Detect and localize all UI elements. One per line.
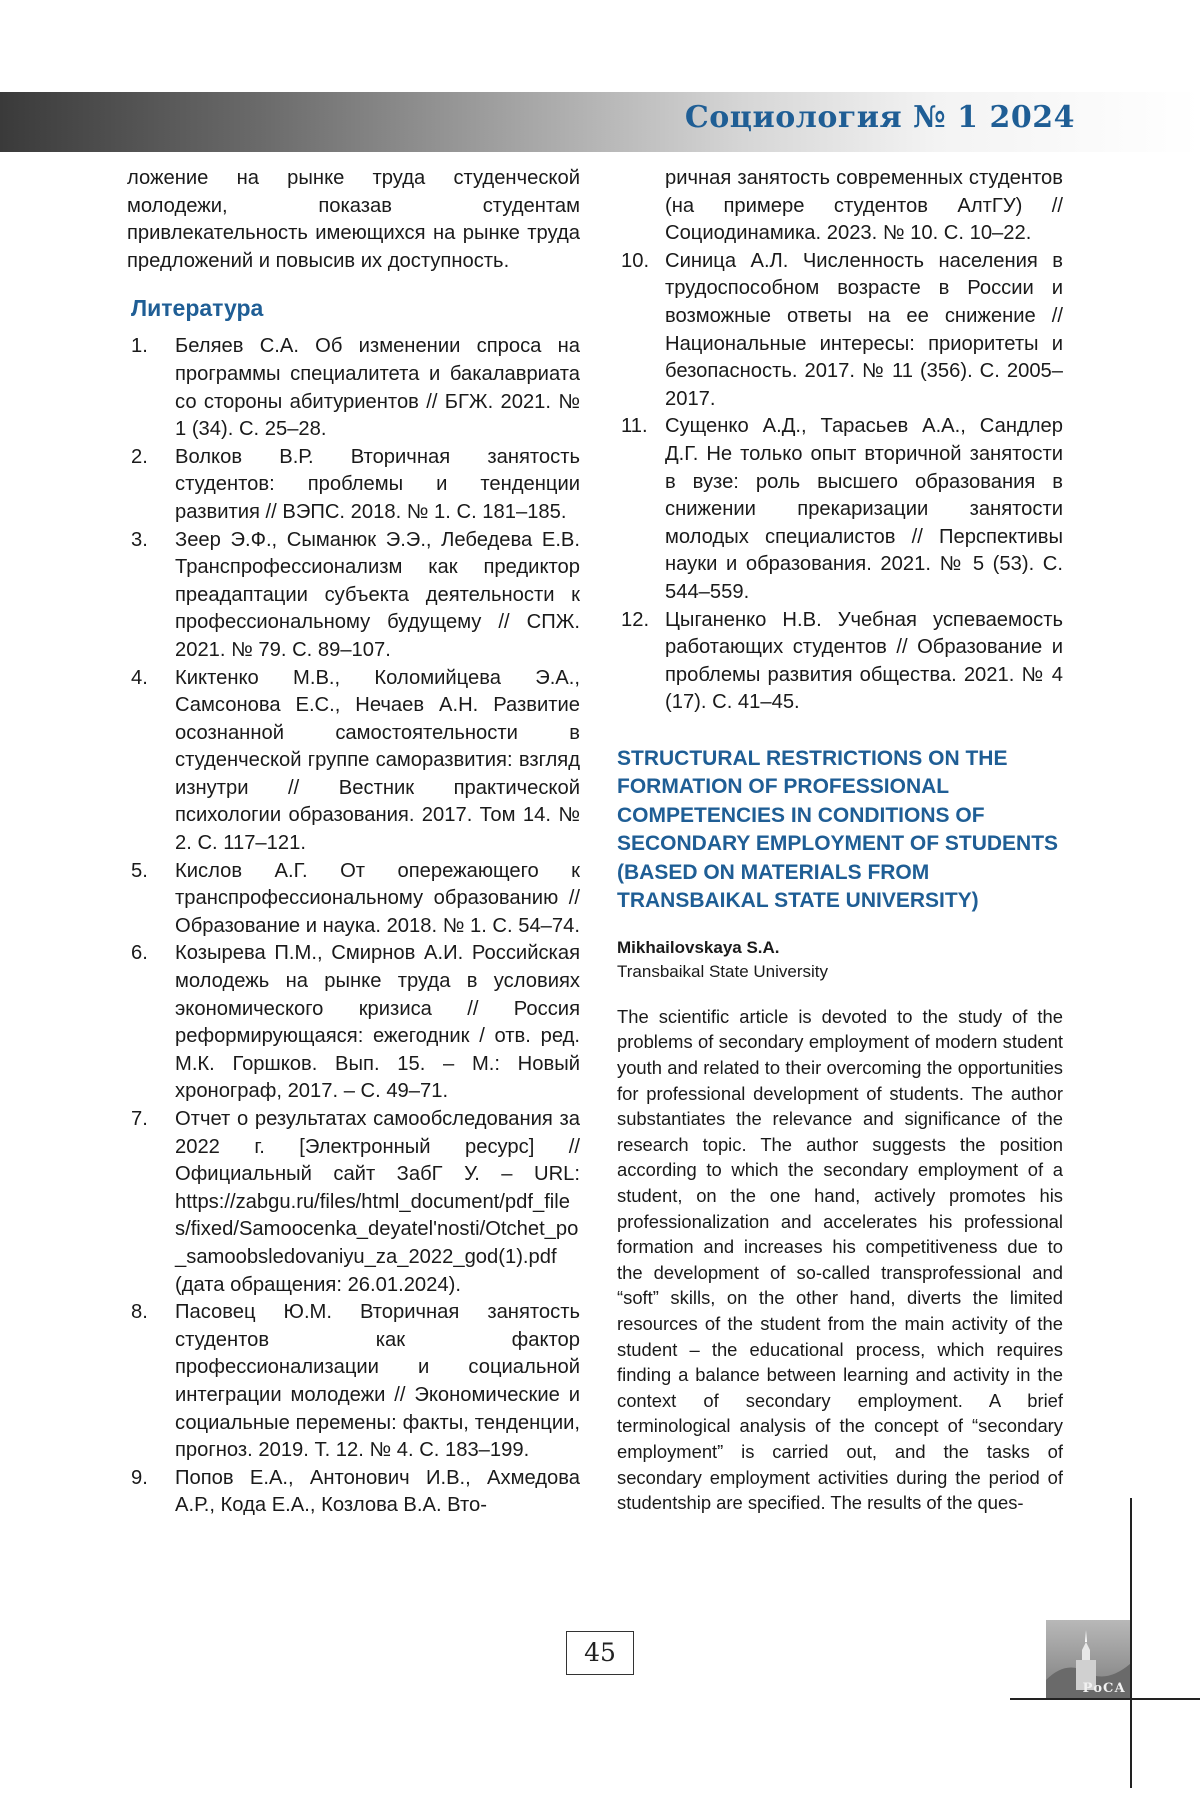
reference-continuation: ричная занятость современных студентов (на примере студентов АлтГУ) // Социодинамика. 2023. № 10. С. 10–22. [665,167,1063,245]
right-column [617,165,1063,1516]
publisher-logo [1046,1620,1130,1698]
reference-text: Пасовец Ю.М. Вторичная занятость студентов как фактор профессионализации и социальной интеграции молодежи // Экономические и социальные перемены: факты, тенденции, прогноз. 2019. Т. 12. № 4. С. 183–199. [175,1301,580,1462]
reference-text: Козырева П.М., Смирнов А.И. Российская молодежь на рынке труда в условиях экономического кризиса // Россия реформирующаяся: ежегодник / отв. ред. М.К. Горшков. Вып. 15. – М.: Новый хронограф, 2017. – С. 49–71. [175,942,580,1103]
reference-text: Сущенко А.Д., Тарасьев А.А., Сандлер Д.Г. Не только опыт вторичной занятости в вузе: роль высшего образования в снижении прекаризации занятости молодых специалистов // Перспективы науки и образования. 2021. № 5 (53). С. 544–559. [665,415,1063,603]
author-affiliation: Transbaikal State University [617,961,829,981]
reference-number: 7. [131,1108,148,1130]
journal-title: Социология № 1 2024 [684,100,1075,135]
reference-text: Зеер Э.Ф., Сыманюк Э.Э., Лебедева Е.В. Транспрофессионализм как предиктор преадаптации субъекта деятельности к профессиональному будущему // СПЖ. 2021. № 79. С. 89–107. [175,528,580,661]
reference-list [127,333,580,1520]
author-name: Mikhailovskaya S.A. [617,937,780,957]
reference-item [127,527,580,665]
reference-text: Цыганенко Н.В. Учебная успеваемость работающих студентов // Образование и проблемы развития общества. 2021. № 4 (17). С. 41–45. [665,608,1063,714]
reference-text: Попов Е.А., Антонович И.В., Ахмедова А.Р., Кода Е.А., Козлова В.А. Вто- [175,1466,580,1517]
reference-number: 8. [131,1301,148,1324]
reference-text: Киктенко М.В., Коломийцева Э.А., Самсонова Е.С., Нечаев А.Н. Развитие осознанной самостоятельности в студенческой группе саморазвития: взгляд изнутри // Вестник практической психологии образования. 2017. Том 14. № 2. С. 117–121. [175,666,580,855]
abstract-text: The scientific article is devoted to the study of the problems of secondary employment of modern student youth and related to their overcoming the opportunities for professional development of students. The author substantiates the relevance and significance of the research topic. The author suggests the position according to which the secondary employment of a student, on the one hand, actively promotes his professionalization and accelerates his professional formation and increases his competitiveness due to the development of so-called transprofessional and “soft” skills, on the other hand, diverts the limited resources of the student from the main activity of the student – the educational process, which requires finding a balance between learning and activity in the context of secondary employment. A brief terminological analysis of the concept of “secondary employment” is carried out, and the tasks of secondary employment activities during the period of studentship are specified. The results of the ques- [617,1005,1063,1514]
reference-item [127,940,580,1106]
reference-number: 1. [131,335,148,358]
reference-text: Кислов А.Г. От опережающего к транспрофессиональному образованию // Образование и наука. 2018. № 1. С. 54–74. [175,859,580,937]
literature-heading: Литература [131,295,264,322]
left-column [127,165,580,1520]
reference-item [127,665,580,858]
reference-text: Отчет о результатах самообследования за 2022 г. [Электронный ресурс] // Официальный сайт ЗабГ У. – URL: https://zabgu.ru/files/html_document/pdf_files/fixed/Samoocenka_deyatel'nosti/Otchet_po_samoobsledovaniyu_za_2022_god(1).pdf (дата обращения: 26.01.2024). [175,1108,580,1296]
reference-number: 6. [131,942,148,965]
crop-mark-vertical [1130,1498,1132,1788]
reference-number: 12. [621,608,650,631]
reference-item [127,1106,580,1299]
reference-item [127,444,580,527]
reference-item [127,333,580,443]
reference-number: 9. [131,1466,148,1489]
intro-paragraph: ложение на рынке труда студенческой молодежи, показав студентам привлекательность имеющихся на рынке труда предложений и повысив их доступность. [127,167,580,272]
reference-text: Беляев С.А. Об изменении спроса на программы специалитета и бакалавриата со стороны абитуриентов // БГЖ. 2021. № 1 (34). С. 25–28. [175,335,580,441]
english-article-title: STRUCTURAL RESTRICTIONS ON THE FORMATION OF PROFESSIONAL COMPETENCIES IN CONDITIONS OF SECONDARY EMPLOYMENT OF STUDENTS (BASED ON MATERIALS FROM TRANSBAIKAL STATE UNIVERSITY) [617,746,1059,913]
reference-number: 4. [131,666,148,689]
reference-number: 3. [131,528,148,551]
reference-text: Синица А.Л. Численность населения в трудоспособном возрасте в России и возможные ответы на ее снижение // Национальные интересы: приоритеты и безопасность. 2017. № 11 (356). С. 2005–2017. [665,249,1063,410]
reference-item [127,1299,580,1465]
crop-mark-horizontal [1010,1698,1200,1700]
logo-label: РоСА [1082,1681,1126,1696]
reference-item [127,858,580,941]
reference-item [127,1465,580,1520]
reference-number: 11. [621,415,648,438]
reference-number: 2. [131,445,148,468]
reference-item [617,248,1063,414]
page-number: 45 [566,1631,634,1675]
reference-number: 5. [131,859,148,882]
reference-item [617,607,1063,717]
reference-item [617,413,1063,606]
reference-text: Волков В.Р. Вторичная занятость студентов: проблемы и тенденции развития // ВЭПС. 2018. № 1. С. 181–185. [175,445,580,523]
reference-number: 10. [621,249,650,272]
